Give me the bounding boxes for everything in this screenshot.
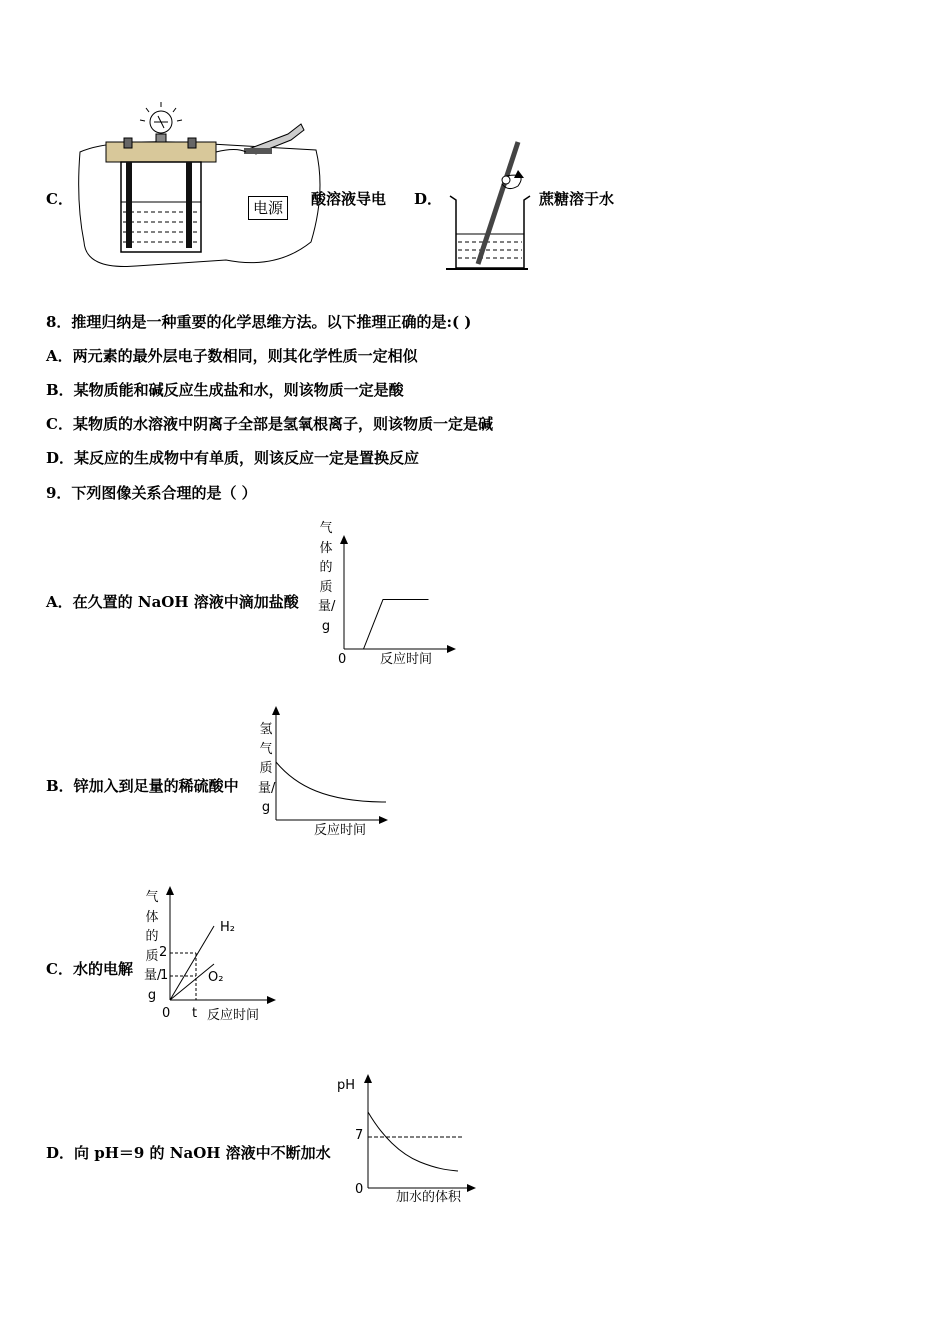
chart-c-tick-t: t bbox=[192, 1006, 198, 1021]
solution-lines bbox=[458, 242, 522, 258]
q9-option-d: D．向 pH＝9 的 NaOH 溶液中不断加水 bbox=[46, 1144, 331, 1162]
electrode-left bbox=[126, 162, 132, 248]
chart-c bbox=[160, 886, 280, 1006]
q9-option-b: B．锌加入到足量的稀硫酸中 bbox=[46, 777, 239, 795]
power-source-box: 电源 bbox=[248, 196, 288, 220]
chart-d-origin: 0 bbox=[355, 1182, 364, 1197]
chart-d-xlabel: 加水的体积 bbox=[396, 1190, 462, 1205]
sugar-dissolving-illustration bbox=[442, 138, 532, 273]
chart-a-origin: 0 bbox=[338, 652, 347, 667]
chart-c-xlabel: 反应时间 bbox=[207, 1008, 260, 1023]
q7-option-c-label: C． bbox=[46, 190, 73, 208]
chart-c-h2-label: H₂ bbox=[220, 920, 235, 935]
glass-rod bbox=[478, 142, 518, 264]
q8-option-b: B．某物质能和碱反应生成盐和水，则该物质一定是酸 bbox=[46, 381, 404, 399]
chart-c-ylabel: 气体的质量/g bbox=[144, 890, 162, 1003]
chart-c-tick-1: 1 bbox=[160, 968, 169, 983]
q7-option-c-caption: 酸溶液导电 bbox=[311, 190, 387, 208]
q8-option-c: C．某物质的水溶液中阴离子全部是氢氧根离子，则该物质一定是碱 bbox=[46, 415, 493, 433]
chart-a-ylabel: 气体的质量/g bbox=[318, 521, 336, 634]
q8-option-d: D．某反应的生成物中有单质，则该反应一定是置换反应 bbox=[46, 449, 420, 467]
chart-b-series-hydrogen bbox=[276, 762, 386, 802]
q9-option-c: C．水的电解 bbox=[46, 960, 133, 978]
electrode-right bbox=[186, 162, 192, 248]
terminal-left bbox=[124, 138, 132, 148]
chart-c-tick-2: 2 bbox=[159, 945, 168, 960]
chart-c-o2-label: O₂ bbox=[208, 970, 224, 985]
chart-a bbox=[330, 535, 460, 660]
chart-a-xlabel: 反应时间 bbox=[380, 652, 433, 667]
q7-option-d-caption: 蔗糖溶于水 bbox=[539, 190, 615, 208]
chart-d-series-ph bbox=[368, 1112, 458, 1171]
chart-b-ylabel: 氢气质量/g bbox=[258, 722, 276, 815]
chart-c-series-h2 bbox=[170, 926, 214, 1000]
q7-option-d-label: D． bbox=[414, 190, 443, 208]
q8-option-a: A．两元素的最外层电子数相同，则其化学性质一定相似 bbox=[46, 347, 418, 365]
chart-c-origin: 0 bbox=[162, 1006, 171, 1021]
chart-a-series-gas bbox=[344, 600, 429, 650]
chart-d-tick-7: 7 bbox=[355, 1128, 364, 1143]
q8-stem: 8．推理归纳是一种重要的化学思维方法。以下推理正确的是:( ) bbox=[46, 313, 472, 331]
q9-stem: 9．下列图像关系合理的是（ ） bbox=[46, 484, 257, 502]
wooden-board bbox=[106, 142, 216, 162]
terminal-right bbox=[188, 138, 196, 148]
chart-b bbox=[266, 706, 396, 826]
conductivity-apparatus-illustration bbox=[76, 102, 316, 262]
chart-b-xlabel: 反应时间 bbox=[314, 823, 367, 838]
q9-option-a: A．在久置的 NaOH 溶液中滴加盐酸 bbox=[46, 593, 299, 611]
chart-d-ylabel: pH bbox=[337, 1078, 356, 1093]
chart-d bbox=[360, 1074, 480, 1194]
